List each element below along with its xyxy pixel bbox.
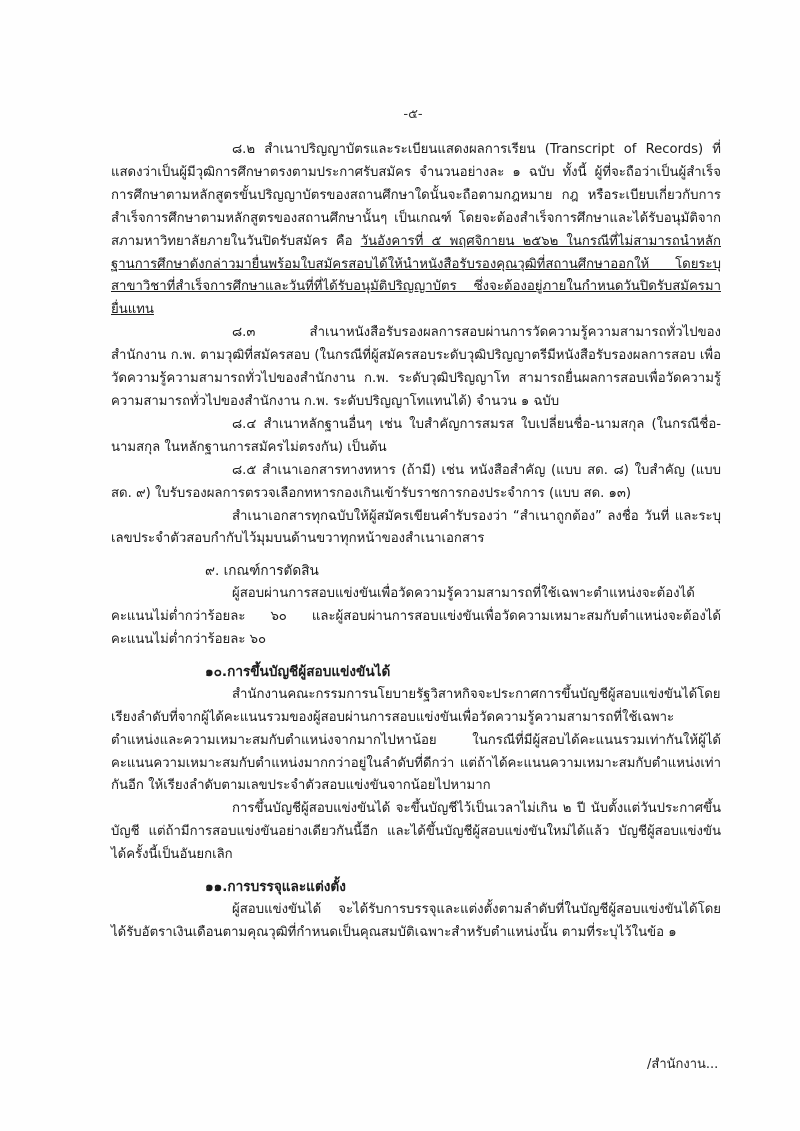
section-10-body-2: การขึ้นบัญชีผู้สอบแข่งขันได้ จะขึ้นบัญชีไว้เป็นเวลาไม่เกิน ๒ ปี นับตั้งแต่วันประกาศขึ้นบัญชี แต่ถ้ามีการสอบแข่งขันอย่างเดียวกันนี้อีก และได้ขึ้นบัญชีผู้สอบแข่งขันใหม่ได้แล้ว บัญชีผู้สอบแข่งขันได้ครั้งนี้เป็นอันยกเลิก xyxy=(111,801,721,863)
section-11-heading: ๑๑.การบรรจุและแต่งตั้ง xyxy=(205,879,346,896)
item-8-5: ๘.๕ สำเนาเอกสารทางทหาร (ถ้ามี) เช่น หนังสือสำคัญ (แบบ สด. ๘) ใบสำคัญ (แบบ สด. ๙) ใบรับรองผลการตรวจเลือกทหารกองเกินเข้ารับราชการกองประจำการ (แบบ สด. ๑๓) xyxy=(111,462,721,501)
section-9-heading: ๙. เกณฑ์การตัดสิน xyxy=(205,563,319,580)
page-number: -๕- xyxy=(403,107,423,122)
section-9-body: ผู้สอบผ่านการสอบแข่งขันเพื่อวัดความรู้ความสามารถที่ใช้เฉพาะตำแหน่งจะต้องได้คะแนนไม่ต่ำกว่าร้อยละ ๖๐ และผู้สอบผ่านการสอบแข่งขันเพื่อวัดความเหมาะสมกับตำแหน่งจะต้องได้คะแนนไม่ต่ำกว่าร้อยละ ๖๐ xyxy=(111,586,721,648)
document-body xyxy=(111,139,721,945)
item-8-2-underlined-text: วันอังคารที่ ๕ พฤศจิกายน ๒๕๖๒ ในกรณีที่ไม่สามารถนำหลักฐานการศึกษาดังกล่าวมายื่นพร้อมใบสมัครสอบได้ให้นำหนังสือรับรองคุณวุฒิที่สถานศึกษาออกให้ โดยระบุสาขาวิชาที่สำเร็จการศึกษาและวันที่ที่ได้รับอนุมัติปริญญาบัตร ซึ่งจะต้องอยู่ภายในกำหนดวันปิดรับสมัครมายื่นแทน xyxy=(111,233,721,318)
item-8-4: ๘.๔ สำเนาหลักฐานอื่นๆ เช่น ใบสำคัญการสมรส ใบเปลี่ยนชื่อ-นามสกุล (ในกรณีชื่อ-นามสกุล ในหลักฐานการสมัครไม่ตรงกัน) เป็นต้น xyxy=(111,416,721,455)
item-8-3: ๘.๓ สำเนาหนังสือรับรองผลการสอบผ่านการวัดความรู้ความสามารถทั่วไปของสำนักงาน ก.พ. ตามวุฒิที่สมัครสอบ (ในกรณีที่ผู้สมัครสอบระดับวุฒิปริญญาตรีมีหนังสือรับรองผลการสอบ เพื่อวัดความรู้ความสามารถทั่วไปของสำนักงาน ก.พ. ระดับวุฒิปริญญาโท สามารถยื่นผลการสอบเพื่อวัดความรู้ความสามารถทั่วไปของสำนักงาน ก.พ. ระดับปริญญาโทแทนได้) จำนวน ๑ ฉบับ xyxy=(111,325,721,409)
continuation-marker: /สำนักงาน... xyxy=(647,1057,719,1072)
item-8-2 xyxy=(111,139,721,322)
copy-certification-note: สำเนาเอกสารทุกฉบับให้ผู้สมัครเขียนคำรับรองว่า “สำเนาถูกต้อง” ลงชื่อ วันที่ และระบุเลขประจำตัวสอบกำกับไว้มุมบนด้านขวาทุกหน้าของสำเนาเอกสาร xyxy=(111,508,721,547)
item-8-2-text: ๘.๒ สำเนาปริญญาบัตรและระเบียนแสดงผลการเรียน (Transcript of Records) ที่แสดงว่าเป็นผู้มีวุฒิการศึกษาตรงตามประกาศรับสมัคร จำนวนอย่างละ ๑ ฉบับ ทั้งนี้ ผู้ที่จะถือว่าเป็นผู้สำเร็จการศึกษาตามหลักสูตรขั้นปริญญาบัตรของสถานศึกษาใดนั้นจะถือตามกฎหมาย กฎ หรือระเบียบเกี่ยวกับการสำเร็จการศึกษาตามหลักสูตรของสถานศึกษานั้นๆ เป็นเกณฑ์ โดยจะต้องสำเร็จการศึกษาและได้รับอนุมัติจากสภามหาวิทยาลัยภายในวันปิดรับสมัคร คือ xyxy=(111,142,721,249)
section-10-heading: ๑๐.การขึ้นบัญชีผู้สอบแข่งขันได้ xyxy=(205,663,391,680)
section-11-body: ผู้สอบแข่งขันได้ จะได้รับการบรรจุและแต่งตั้งตามลำดับที่ในบัญชีผู้สอบแข่งขันได้โดยได้รับอัตราเงินเดือนตามคุณวุฒิที่กำหนดเป็นคุณสมบัติเฉพาะสำหรับตำแหน่งนั้น ตามที่ระบุไว้ในข้อ ๑ xyxy=(111,902,721,940)
section-10-body-1: สำนักงานคณะกรรมการนโยบายรัฐวิสาหกิจจะประกาศการขึ้นบัญชีผู้สอบแข่งขันได้โดยเรียงลำดับที่จากผู้ได้คะแนนรวมของผู้สอบผ่านการสอบแข่งขันเพื่อวัดความรู้ความสามารถที่ใช้เฉพาะตำแหน่งและความเหมาะสมกับตำแหน่งจากมากไปหาน้อย ในกรณีที่มีผู้สอบได้คะแนนรวมเท่ากันให้ผู้ได้คะแนนความเหมาะสมกับตำแหน่งมากกว่าอยู่ในลำดับที่ดีกว่า แต่ถ้าได้คะแนนความเหมาะสมกับตำแหน่งเท่ากันอีก ให้เรียงลำดับตามเลขประจำตัวสอบแข่งขันจากน้อยไปหามาก xyxy=(111,686,721,794)
